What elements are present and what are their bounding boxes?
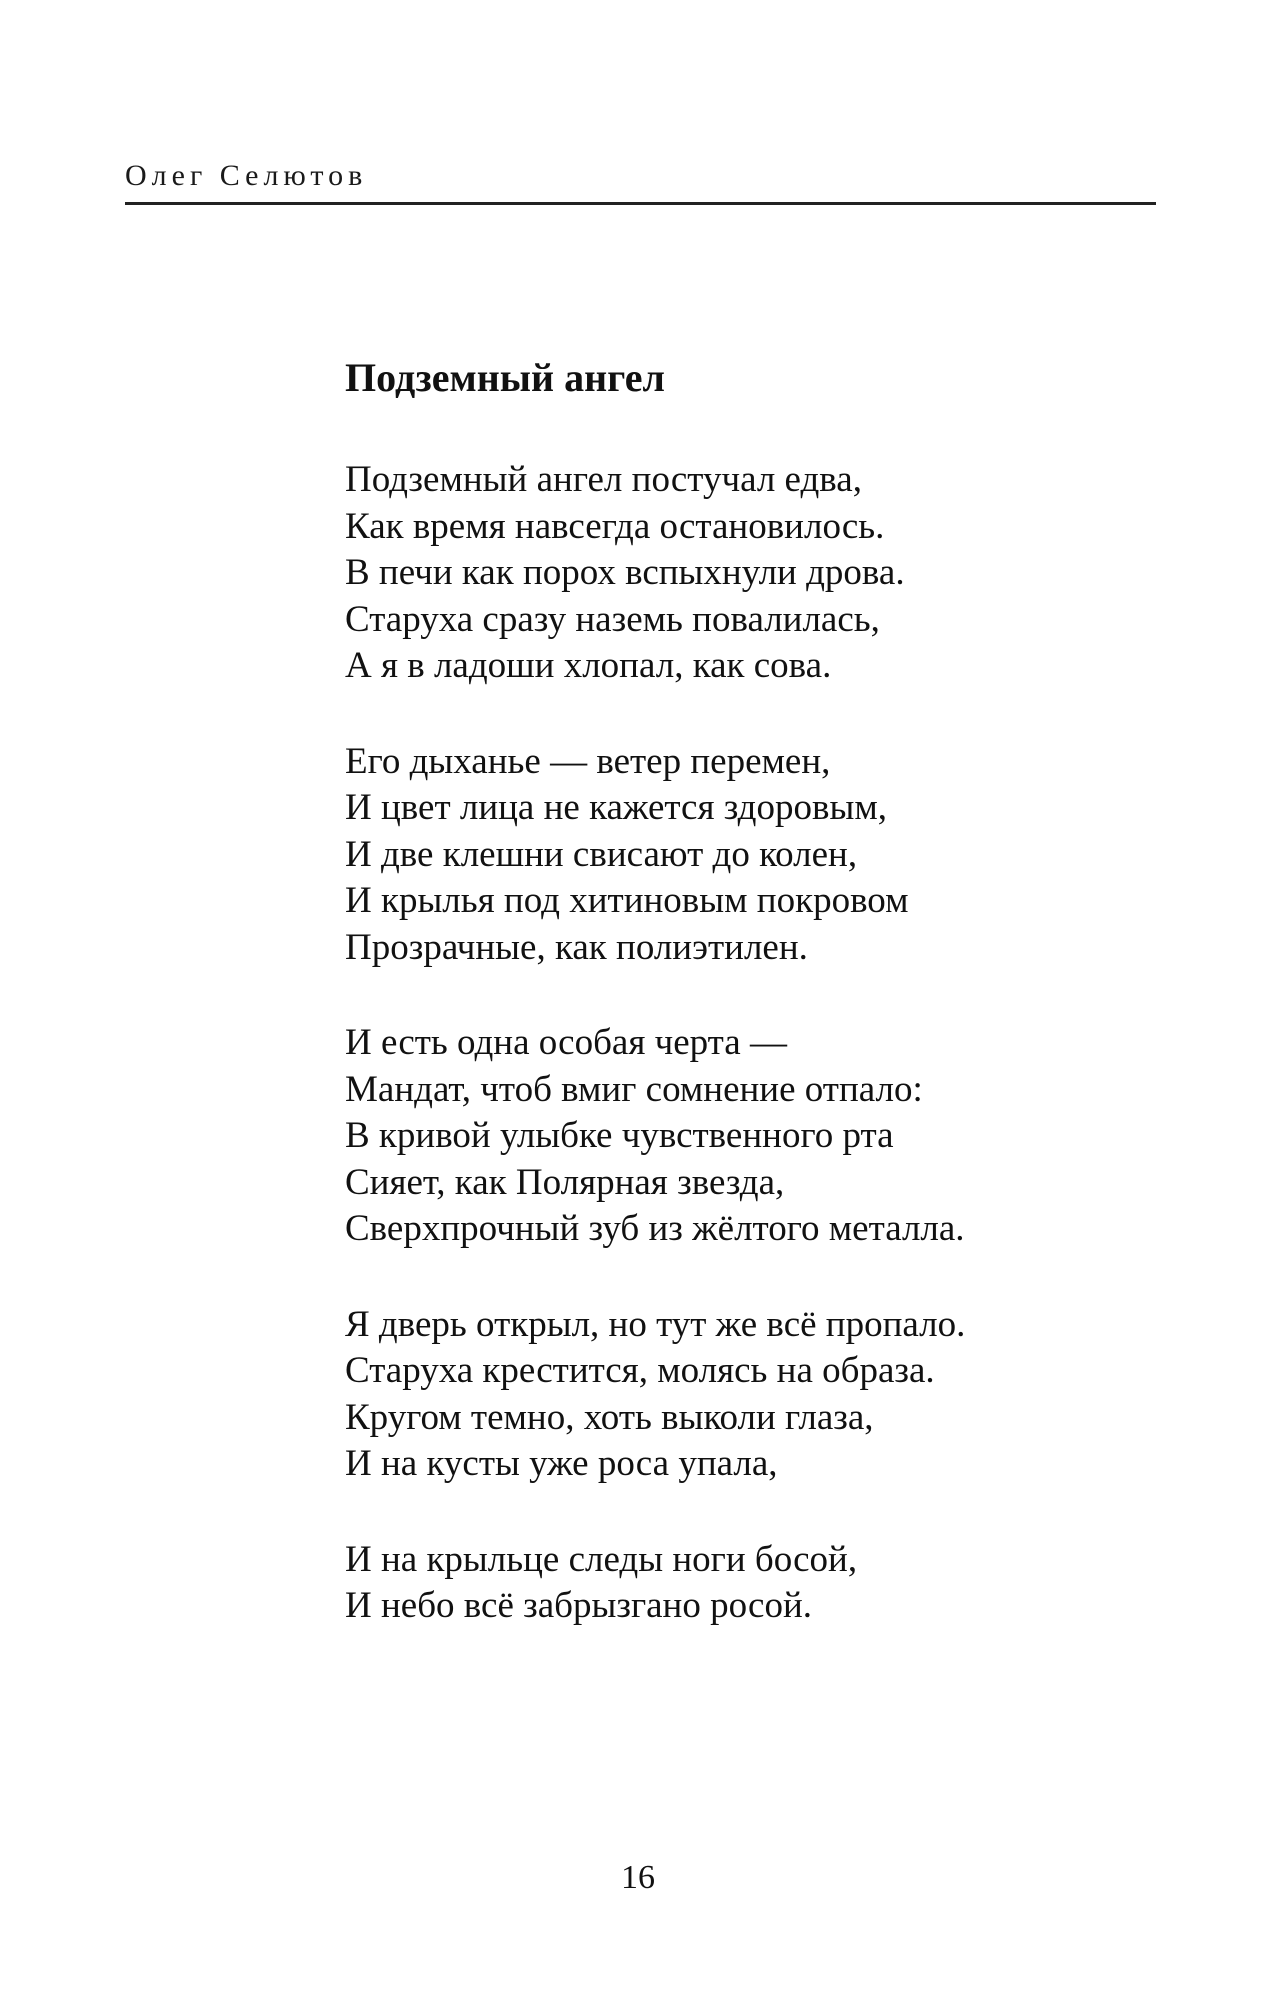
poem-line: В кривой улыбке чувственного рта [345,1115,894,1156]
poem-line: И цвет лица не кажется здоровым, [345,787,887,828]
stanza-3 [345,1020,1125,1253]
poem-line: Сверхпрочный зуб из жёлтого металла. [345,1208,965,1249]
poem-line: И крылья под хитиновым покровом [345,880,909,921]
poem-line: И на кусты уже роса упала, [345,1443,778,1484]
poem-body [345,457,1125,1679]
poem-line: И на крыльце следы ноги босой, [345,1538,858,1580]
stanza-2 [345,739,1125,972]
poem-line: И небо всё забрызгано росой. [345,1585,812,1626]
stanza-1 [345,457,1125,690]
stanza-4 [345,1302,1125,1488]
page-number: 16 [621,1859,655,1896]
poem-line: А я в ладоши хлопал, как сова. [345,645,832,686]
poem-line: Мандат, чтоб вмиг сомнение отпало: [345,1068,923,1110]
poem-line: Его дыханье — ветер перемен, [345,740,831,782]
poem-line: Старуха крестится, молясь на образа. [345,1350,935,1391]
poem-title: Подземный ангел [345,355,665,400]
poem-line: Я дверь открыл, но тут же всё пропало. [345,1303,966,1345]
poem-line: В печи как порох вспыхнули дрова. [345,552,905,593]
stanza-5 [345,1537,1125,1630]
poem-line: Кругом темно, хоть выколи глаза, [345,1396,874,1438]
poem-line: И есть одна особая черта — [345,1022,787,1063]
poem-line: Сияет, как Полярная звезда, [345,1161,785,1203]
poem-line: Старуха сразу наземь повалилась, [345,598,880,640]
header-rule [125,202,1156,205]
poem-line: Прозрачные, как полиэтилен. [345,926,808,968]
poem-line: Подземный ангел постучал едва, [345,459,862,500]
running-head-author: Олег Селютов [125,159,368,192]
poem-line: Как время навсегда остановилось. [345,505,885,547]
poem-line: И две клешни свисают до колен, [345,833,858,875]
